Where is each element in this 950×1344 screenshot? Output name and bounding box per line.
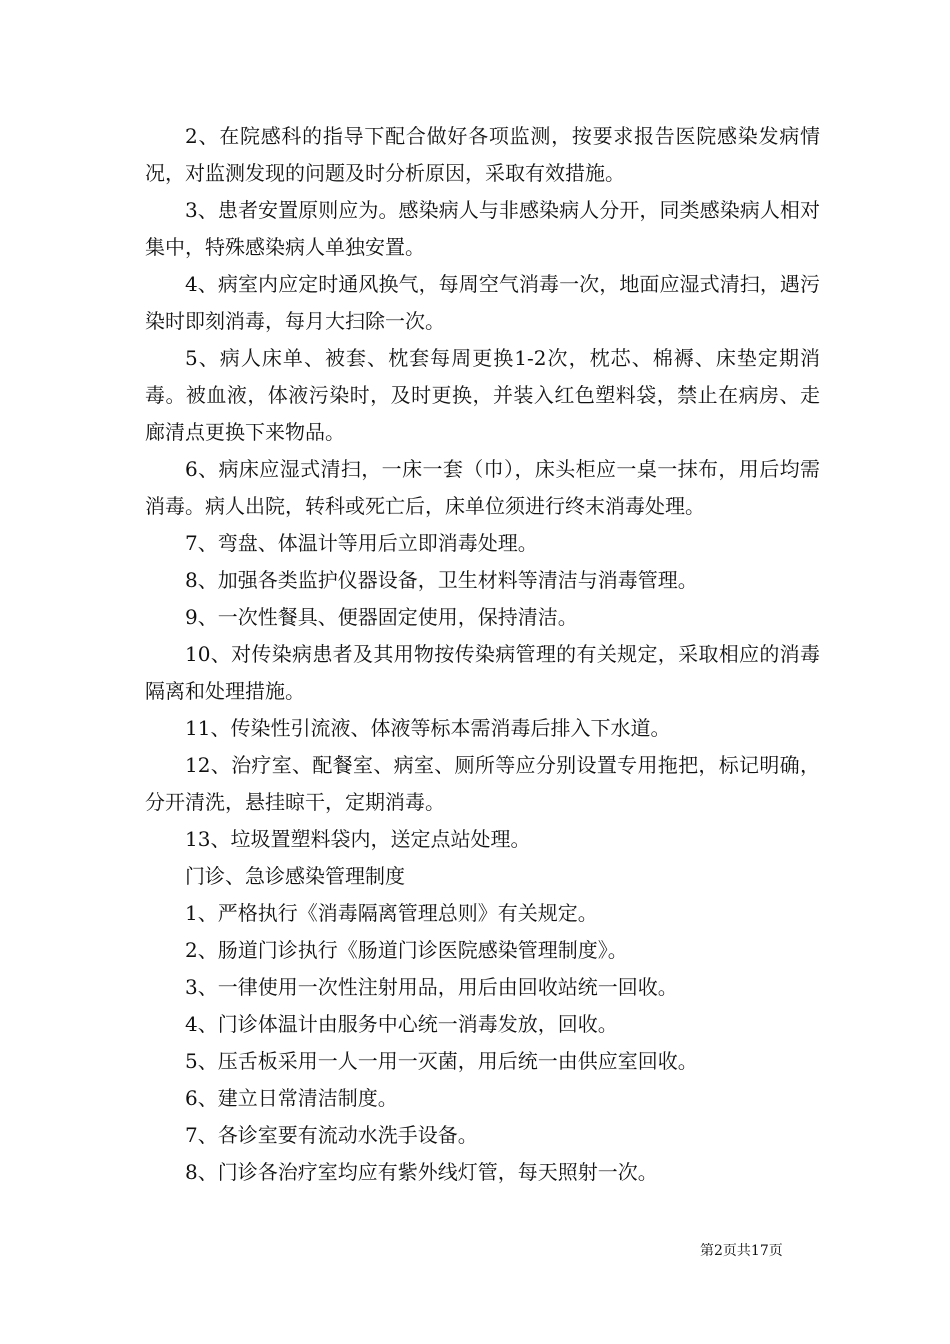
paragraph-item-10: 10、对传染病患者及其用物按传染病管理的有关规定，采取相应的消毒隔离和处理措施。 <box>145 642 820 703</box>
paragraph-item-12: 12、治疗室、配餐室、病室、厕所等应分别设置专用拖把，标记明确，分开清洗，悬挂晾干，定期消毒。 <box>145 753 820 814</box>
outpatient-item-1: 1、严格执行《消毒隔离管理总则》有关规定。 <box>185 901 598 925</box>
paragraph-item-13: 13、垃圾置塑料袋内，送定点站处理。 <box>185 827 531 851</box>
paragraph-item-6: 6、病床应湿式清扫，一床一套（巾），床头柜应一桌一抹布，用后均需消毒。病人出院，转科或死亡后，床单位须进行终末消毒处理。 <box>145 457 820 518</box>
paragraph-item-3: 3、患者安置原则应为。感染病人与非感染病人分开，同类感染病人相对集中，特殊感染病人单独安置。 <box>145 198 820 259</box>
paragraph-item-5: 5、病人床单、被套、枕套每周更换1-2次，枕芯、棉褥、床垫定期消毒。被血液，体液污染时，及时更换，并装入红色塑料袋，禁止在病房、走廊清点更换下来物品。 <box>145 346 820 444</box>
section-heading: 门诊、急诊感染管理制度 <box>185 864 405 888</box>
outpatient-item-5: 5、压舌板采用一人一用一灭菌，用后统一由供应室回收。 <box>185 1049 698 1073</box>
outpatient-item-8: 8、门诊各治疗室均应有紫外线灯管，每天照射一次。 <box>185 1160 658 1184</box>
paragraph-item-8: 8、加强各类监护仪器设备，卫生材料等清洁与消毒管理。 <box>185 568 698 592</box>
paragraph-item-2: 2、在院感科的指导下配合做好各项监测，按要求报告医院感染发病情况，对监测发现的问题及时分析原因，采取有效措施。 <box>145 124 820 185</box>
outpatient-item-4: 4、门诊体温计由服务中心统一消毒发放，回收。 <box>185 1012 618 1036</box>
paragraph-item-9: 9、一次性餐具、便器固定使用，保持清洁。 <box>185 605 578 629</box>
paragraph-item-4: 4、病室内应定时通风换气，每周空气消毒一次，地面应湿式清扫，遇污染时即刻消毒，每月大扫除一次。 <box>145 272 820 333</box>
page-number: 第2页共17页 <box>700 1243 783 1259</box>
paragraph-item-7: 7、弯盘、体温计等用后立即消毒处理。 <box>185 531 538 555</box>
outpatient-item-6: 6、建立日常清洁制度。 <box>185 1086 398 1110</box>
outpatient-item-7: 7、各诊室要有流动水洗手设备。 <box>185 1123 478 1147</box>
paragraph-item-11: 11、传染性引流液、体液等标本需消毒后排入下水道。 <box>185 716 671 740</box>
outpatient-item-3: 3、一律使用一次性注射用品，用后由回收站统一回收。 <box>185 975 678 999</box>
document-body <box>145 118 820 1191</box>
outpatient-item-2: 2、肠道门诊执行《肠道门诊医院感染管理制度》。 <box>185 938 628 962</box>
